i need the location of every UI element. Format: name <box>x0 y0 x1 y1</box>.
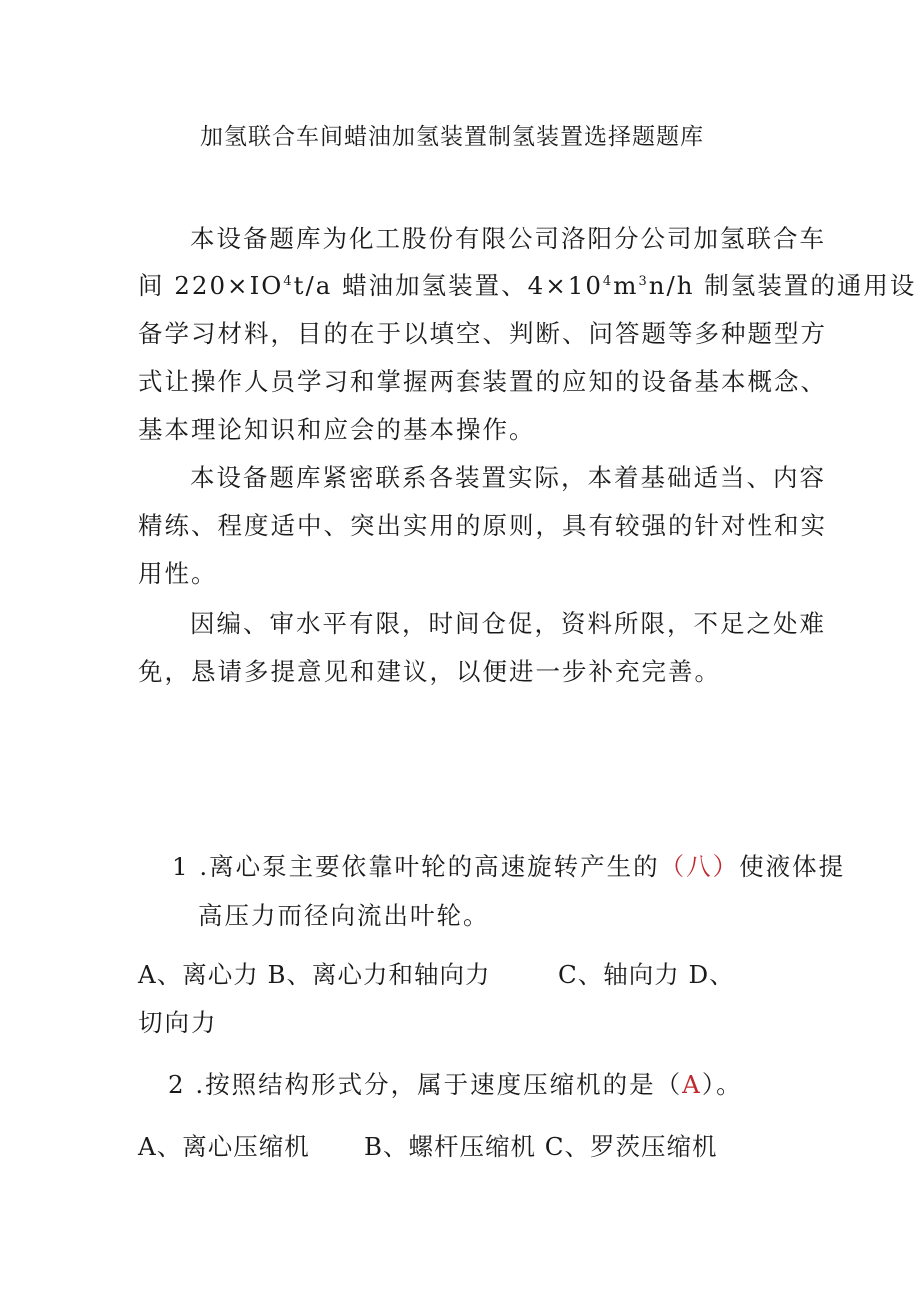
question-2-text-end: ）。 <box>701 1070 743 1099</box>
intro-p1-line2-c: m <box>613 271 639 300</box>
sup-exponent-2: 4 <box>602 273 614 289</box>
question-2-answer: A <box>682 1070 702 1099</box>
question-2-text: 2 .按照结构形式分，属于速度压缩机的是（ <box>168 1070 683 1099</box>
sup-exponent-1: 4 <box>283 273 294 289</box>
question-1-options-line2: 切向力 <box>138 1008 218 1037</box>
intro-p1-line3: 备学习材料，目的在于以填空、判断、问答题等多种题型方 <box>138 319 827 348</box>
question-1-options-b: C、轴向力 D、 <box>558 960 735 989</box>
question-1-text-end: 使液体提 <box>739 852 846 881</box>
intro-p1-line2-a: 间 220×IO <box>138 271 284 300</box>
intro-p1-line2-d: n/h 制氢装置的通用设 <box>648 271 917 300</box>
intro-p1-line4: 式让操作人员学习和掌握两套装置的应知的设备基本概念、 <box>138 367 827 396</box>
question-1-answer: （八） <box>659 852 740 881</box>
intro-p1-line2-b: t/a 蜡油加氢装置、4×10 <box>293 271 603 300</box>
intro-p1-line5: 基本理论知识和应会的基本操作。 <box>138 415 536 444</box>
question-2-option-a: A、离心压缩机 <box>138 1132 310 1161</box>
intro-p1-line2 <box>138 267 916 302</box>
intro-p2-line1: 本设备题库紧密联系各装置实际，本着基础适当、内容 <box>190 463 826 492</box>
question-1-line2: 高压力而径向流出叶轮。 <box>198 901 490 930</box>
question-2-options-bc: B、螺杆压缩机 C、罗茨压缩机 <box>364 1132 718 1161</box>
question-1-options-a: A、离心力 B、离心力和轴向力 <box>138 960 491 989</box>
intro-p2-line3: 用性。 <box>138 559 218 588</box>
intro-p1-line1: 本设备题库为化工股份有限公司洛阳分公司加氢联合车 <box>190 224 826 253</box>
intro-p3-line2: 免，恳请多提意见和建议，以便进一步补充完善。 <box>138 657 721 686</box>
question-1-text: 1 .离心泵主要依靠叶轮的高速旋转产生的 <box>172 852 660 881</box>
sup-exponent-3: 3 <box>638 273 649 289</box>
question-1 <box>172 848 845 883</box>
intro-p3-line1: 因编、审水平有限，时间仓促，资料所限，不足之处难 <box>190 609 826 638</box>
intro-p2-line2: 精练、程度适中、突出实用的原则，具有较强的针对性和实 <box>138 511 827 540</box>
question-2 <box>168 1066 743 1101</box>
page-title: 加氢联合车间蜡油加氢装置制氢装置选择题题库 <box>200 124 704 150</box>
